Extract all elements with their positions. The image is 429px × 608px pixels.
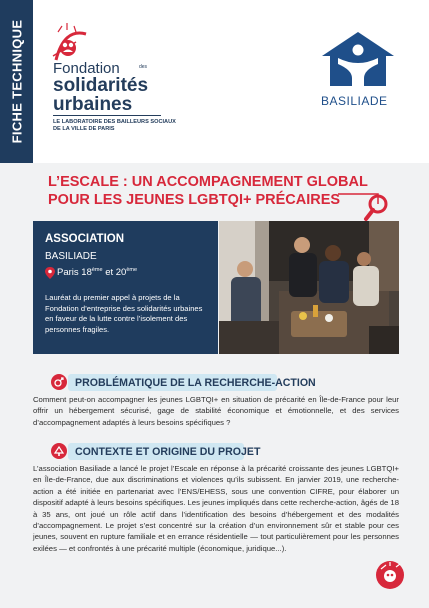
location-sup-1: ème [91, 267, 103, 273]
magnifier-icon [338, 182, 392, 222]
sidebar-label-wrap [0, 0, 33, 163]
association-description: Lauréat du premier appel à projets de la Fondation d’entreprise des solidarités urbaines en faveur de la lutte contre l’isolement des personnes fragiles. [45, 293, 203, 334]
foundation-badge-icon [375, 560, 405, 590]
section1-paragraph: Comment peut-on accompagner les jeunes LGBTQI+ en situation de précarité en Île-de-France pour leur offrir un hébergement sécurisé, gage de stabilité économique et émotionnelle, et des services d’accompagnement adaptés à leurs besoins spécifiques ? [33, 395, 399, 427]
page-title-line2: POUR LES JEUNES LGBTQI+ PRÉCAIRES [48, 192, 341, 208]
section2-paragraph: L’association Basiliade a lancé le projet l’Escale en réponse à la précarité croissante des jeunes LGBTQI+ en Île-de-France, due aux discriminations et violences qu’ils subissent. En janvier 2019, une recherche-action a été initiée en partenariat avec l’ENS/EHESS, sous une convention CIFRE, pour élaborer un dispositif adapté à leurs besoins spécifiques. Les jeunes impliqués dans cette recherche-action, âgés de 18 à 35 ans, ont joué un rôle actif dans l’identification des besoins d’hébergement et des modalités d’accompagnement. Le projet s’est concentré sur la création d’un environnement sûr et stable pour ces jeunes, souvent en rupture familiale et en errance résidentielle — tout particulièrement pour les personnes exilées — et confrontés à une précarité multiple (économique, juridique...). [33, 464, 399, 553]
foundation-name-line3: urbaines [53, 94, 133, 115]
foundation-logo-icon [50, 22, 140, 64]
association-location [57, 267, 137, 278]
section2-text [33, 463, 399, 554]
association-name: BASILIADE [45, 251, 97, 262]
section1-heading: PROBLÉMATIQUE DE LA RECHERCHE-ACTION [75, 377, 316, 389]
page-title-line1: L’ESCALE : UN ACCOMPAGNEMENT GLOBAL [48, 174, 368, 190]
location-part-2: et 20 [102, 267, 127, 279]
basiliade-logo-icon [318, 28, 398, 90]
context-icon [51, 443, 67, 459]
association-heading: ASSOCIATION [45, 233, 125, 245]
location-part-1: Paris 18 [57, 267, 92, 279]
foundation-tagline-1: LE LABORATOIRE DES BAILLEURS SOCIAUX [53, 119, 176, 125]
group-photo [219, 221, 399, 354]
foundation-divider [53, 115, 161, 116]
gender-symbol-icon [51, 374, 67, 390]
foundation-tagline-2: DE LA VILLE DE PARIS [53, 126, 115, 132]
location-pin-icon [45, 267, 55, 279]
sidebar-label: FICHE TECHNIQUE [9, 19, 25, 144]
foundation-name-line1: Fondation [53, 60, 120, 77]
basiliade-name: BASILIADE [321, 94, 388, 108]
location-sup-2: ème [126, 267, 138, 273]
section1-text [33, 394, 399, 428]
foundation-name-line2: solidarités [53, 75, 149, 96]
foundation-name-small: des [139, 64, 148, 70]
section2-heading: CONTEXTE ET ORIGINE DU PROJET [75, 446, 261, 458]
association-box [33, 221, 218, 354]
